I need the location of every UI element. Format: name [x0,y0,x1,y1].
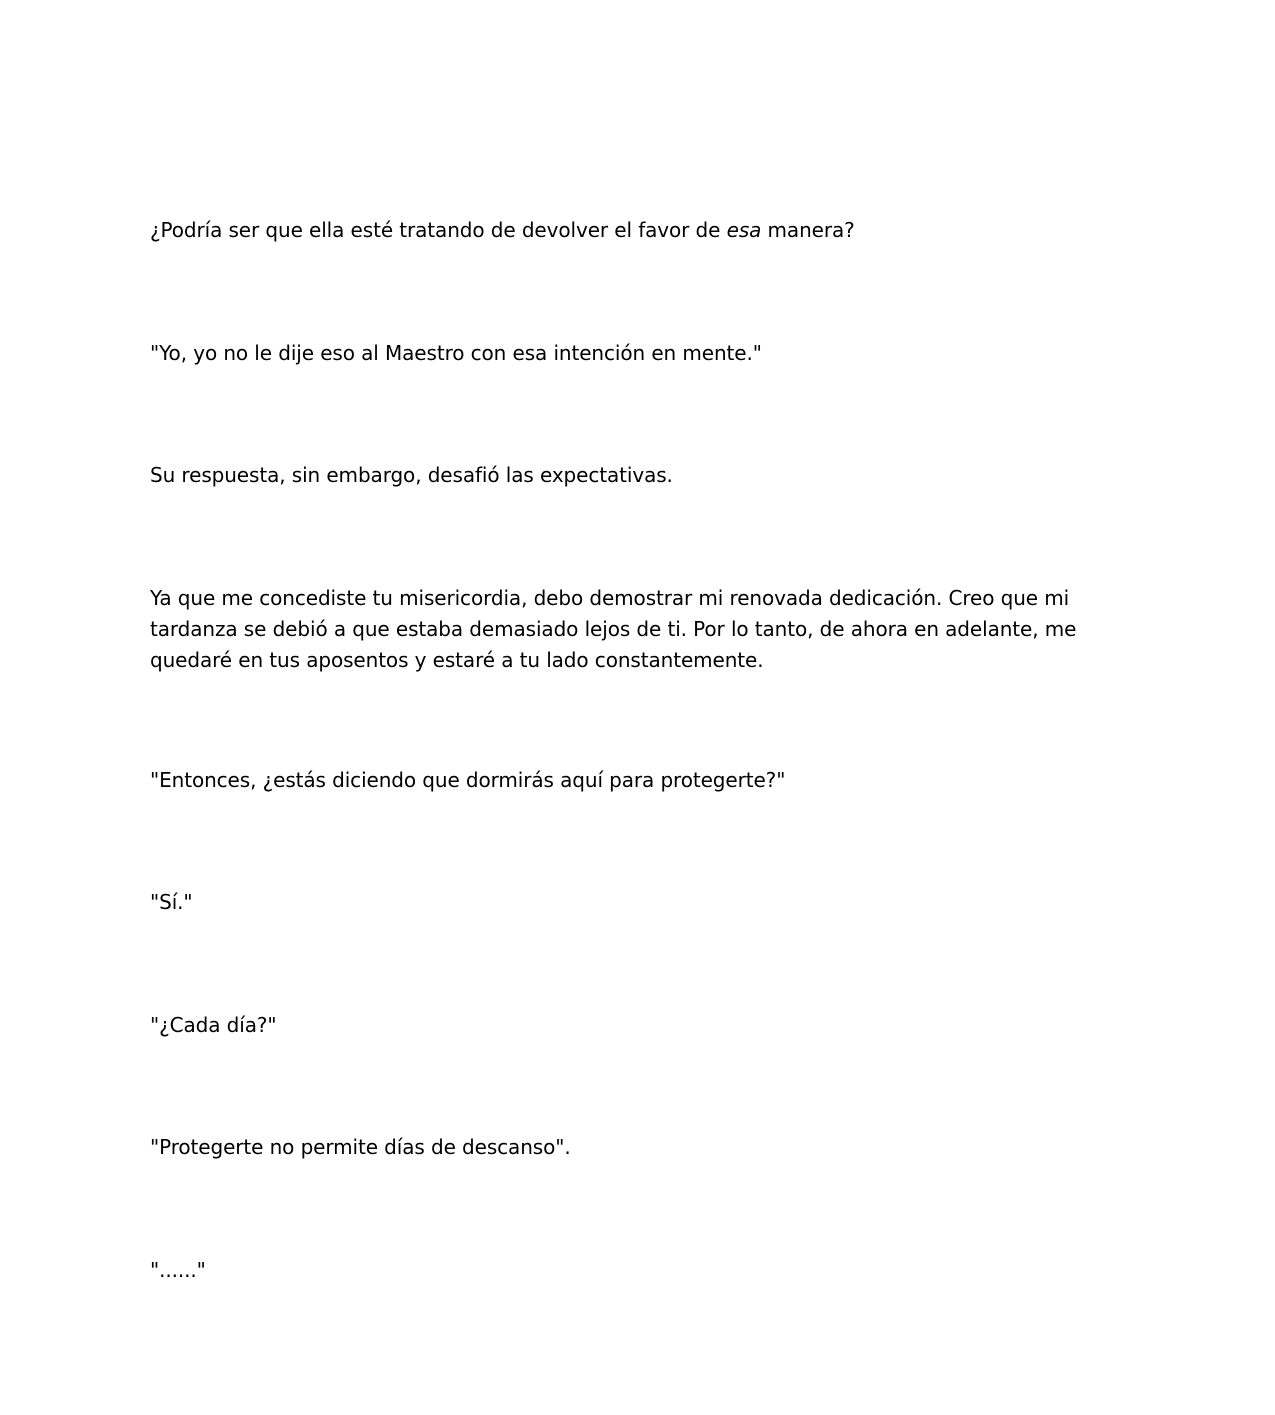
paragraph-4: Ya que me concediste tu misericordia, debo demostrar mi renovada dedicación. Creo que mi tardanza se debió a que estaba demasiado lejos de ti. Por lo tanto, de ahora en adelante, me quedaré en tus aposentos y estaré a tu lado constantemente. [150,586,1077,672]
paragraph-9: "......" [150,1258,206,1282]
paragraph-1-text-before: ¿Podría ser que ella esté tratando de devolver el favor de [150,218,727,242]
paragraph-1-text-after: manera? [761,218,855,242]
paragraph-1-emphasis: esa [726,218,762,242]
paragraph-7: "¿Cada día?" [150,1013,277,1037]
paragraph-8: "Protegerte no permite días de descanso". [150,1135,571,1159]
paragraph-5: "Entonces, ¿estás diciendo que dormirás aquí para protegerte?" [150,768,786,792]
paragraph-3: Su respuesta, sin embargo, desafió las expectativas. [150,463,673,487]
paragraph-6: "Sí." [150,890,193,914]
paragraph-1 [150,215,1110,246]
paragraph-2: "Yo, yo no le dije eso al Maestro con esa intención en mente." [150,341,762,365]
